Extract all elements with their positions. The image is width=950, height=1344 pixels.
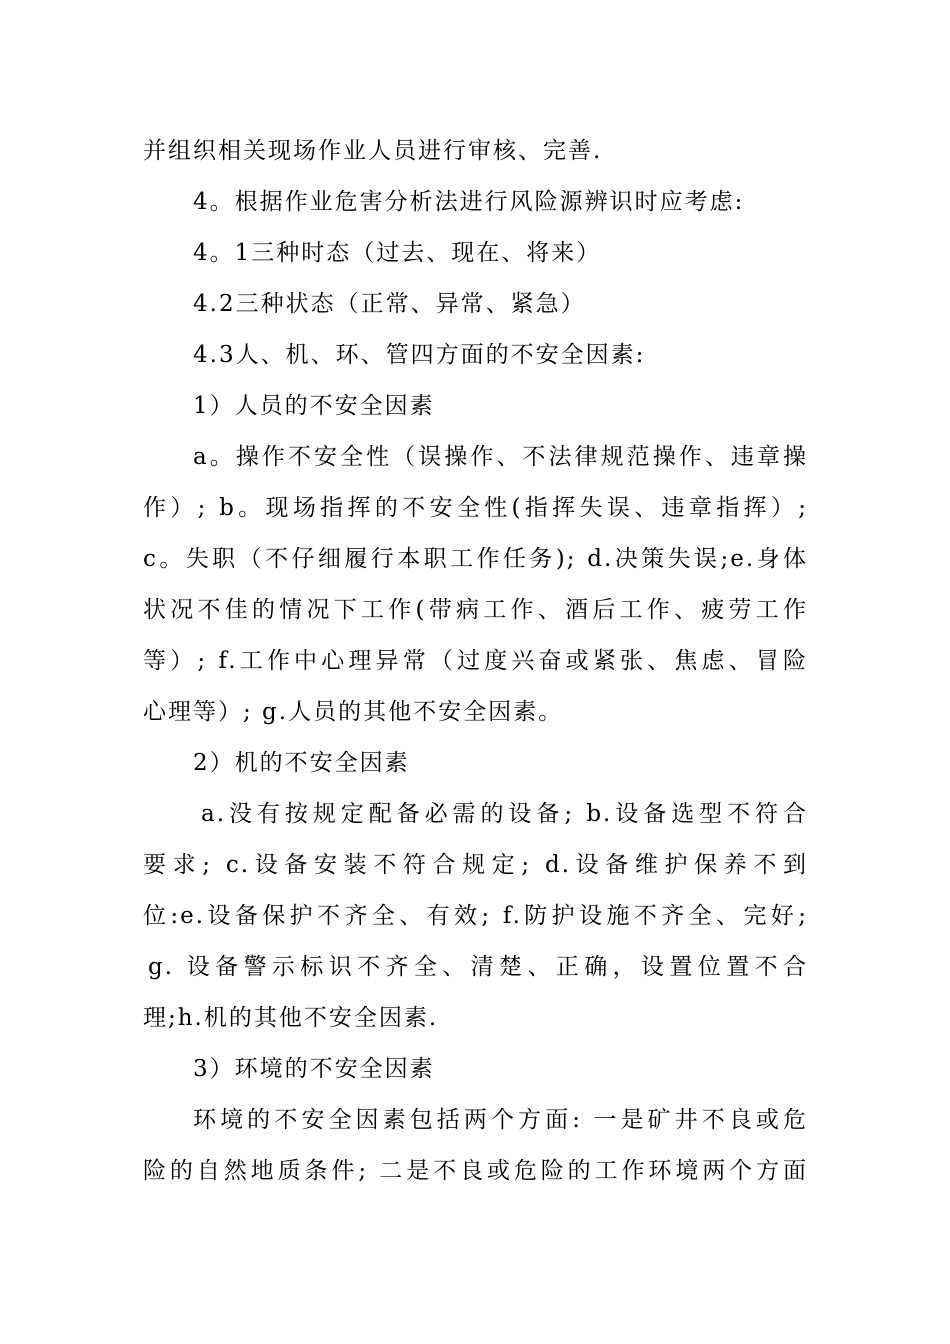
paragraph-line: 等）; f.工作中心理异常（过度兴奋或紧张、焦虑、冒险 — [143, 648, 808, 674]
paragraph-line: a。操作不安全性（误操作、不法律规范操作、违章操 — [193, 444, 808, 470]
document-page — [143, 126, 808, 1197]
paragraph-line: 要求; c.设备安装不符合规定; d.设备维护保养不到 — [143, 852, 808, 878]
subsection-4-1: 4。1三种时态（过去、现在、将来） — [193, 240, 602, 266]
item-heading-machine: 2）机的不安全因素 — [193, 750, 410, 776]
paragraph-line: 状况不佳的情况下工作(带病工作、酒后工作、疲劳工作 — [143, 597, 808, 623]
section-heading-4: 4。根据作业危害分析法进行风险源辨识时应考虑: — [193, 189, 745, 215]
item-heading-environment: 3）环境的不安全因素 — [193, 1056, 435, 1082]
subsection-4-2: 4.2三种状态（正常、异常、紧急） — [193, 291, 586, 317]
item-heading-personnel: 1）人员的不安全因素 — [193, 393, 435, 419]
subsection-4-3: 4.3人、机、环、管四方面的不安全因素: — [193, 342, 646, 368]
paragraph-line: 理;h.机的其他不安全因素. — [143, 1005, 439, 1031]
paragraph-line: 并组织相关现场作业人员进行审核、完善. — [143, 138, 603, 164]
paragraph-line: 险的自然地质条件; 二是不良或危险的工作环境两个方面 — [143, 1158, 808, 1184]
paragraph-line: c。失职（不仔细履行本职工作任务); d.决策失误;e.身体 — [143, 546, 808, 572]
paragraph-line: 位:e.设备保护不齐全、有效; f.防护设施不齐全、完好; — [143, 903, 808, 929]
paragraph-line: a.没有按规定配备必需的设备; b.设备选型不符合 — [201, 801, 808, 827]
paragraph-line: 环境的不安全因素包括两个方面: 一是矿井不良或危 — [193, 1107, 808, 1133]
paragraph-line: 作）; b。现场指挥的不安全性(指挥失误、违章指挥）; — [143, 495, 808, 521]
paragraph-line: g. 设备警示标识不齐全、清楚、正确，设置位置不合 — [148, 954, 808, 980]
paragraph-line: 心理等）; g.人员的其他不安全因素。 — [143, 699, 564, 725]
